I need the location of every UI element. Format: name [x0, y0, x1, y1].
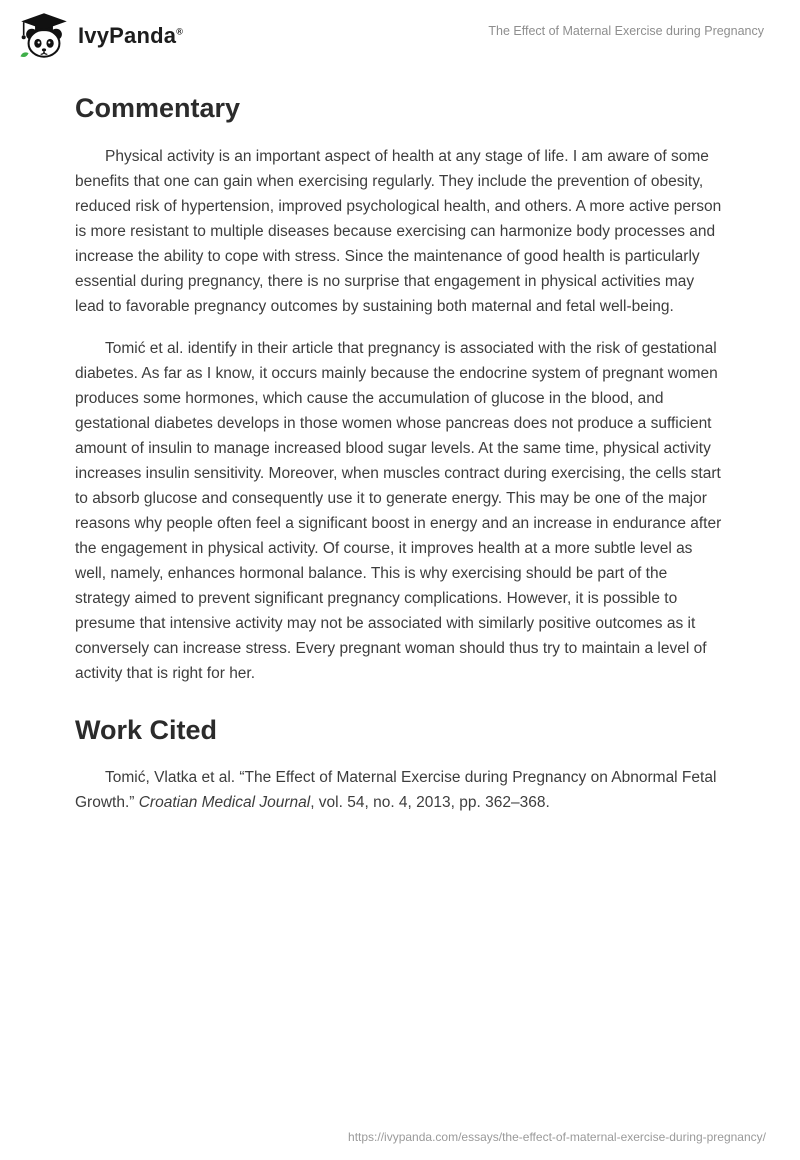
- commentary-paragraph-2: Tomić et al. identify in their article that pregnancy is associated with the risk of gestational diabetes. As far as I know, it occurs mainly because the endocrine system of pregnant women produces some hormones, which cause the accumulation of glucose in the blood, and gestational diabetes develops in those women whose pancreas does not produce a sufficient amount of insulin to manage increased blood sugar levels. At the same time, physical activity increases insulin sensitivity. Moreover, when muscles contract during exercising, the cells start to absorb glucose and consequently use it to generate energy. This may be one of the major reasons why people often feel a significant boost in energy and an increase in endurance after the engagement in physical activity. Of course, it improves health at a more subtle level as well, namely, enhances hormonal balance. This is why exercising should be part of the strategy aimed to prevent significant pregnancy complications. However, it is possible to presume that intensive activity may not be associated with similarly positive outcomes as it conversely can increase stress. Every pregnant woman should thus try to maintain a level of activity that is right for her.: [75, 339, 722, 682]
- citation-text-after: , vol. 54, no. 4, 2013, pp. 362–368.: [310, 794, 550, 812]
- brand-name: IvyPanda®: [78, 23, 184, 48]
- ivypanda-brand[interactable]: [18, 10, 183, 62]
- ivypanda-panda-logo-icon: [18, 10, 70, 62]
- registered-mark: ®: [176, 26, 184, 37]
- citation: [75, 765, 725, 815]
- document-title: The Effect of Maternal Exercise during Pregnancy: [488, 24, 764, 38]
- document-body: [0, 94, 800, 815]
- work-cited-heading: Work Cited: [75, 714, 218, 745]
- commentary-heading: Commentary: [75, 93, 241, 123]
- citation-journal-title: Croatian Medical Journal: [138, 794, 311, 812]
- footer-source-url: https://ivypanda.com/essays/the-effect-of-maternal-exercise-during-pregnancy/: [348, 1130, 766, 1144]
- commentary-paragraph-1: Physical activity is an important aspect of health at any stage of life. I am aware of some benefits that one can gain when exercising regularly. They include the prevention of obesity, reduced risk of hypertension, improved psychological health, and others. A more active person is more resistant to multiple diseases because exercising can harmonize body processes and increase the ability to cope with stress. Since the maintenance of good health is particularly essential during pregnancy, there is no surprise that engagement in physical activities may lead to favorable pregnancy outcomes by sustaining both maternal and fetal well-being.: [75, 147, 722, 315]
- citation-text-before: Tomić, Vlatka et al. “The Effect of Maternal Exercise during Pregnancy on Abnormal Fetal Growth.”: [75, 769, 717, 812]
- page-header: [0, 0, 800, 68]
